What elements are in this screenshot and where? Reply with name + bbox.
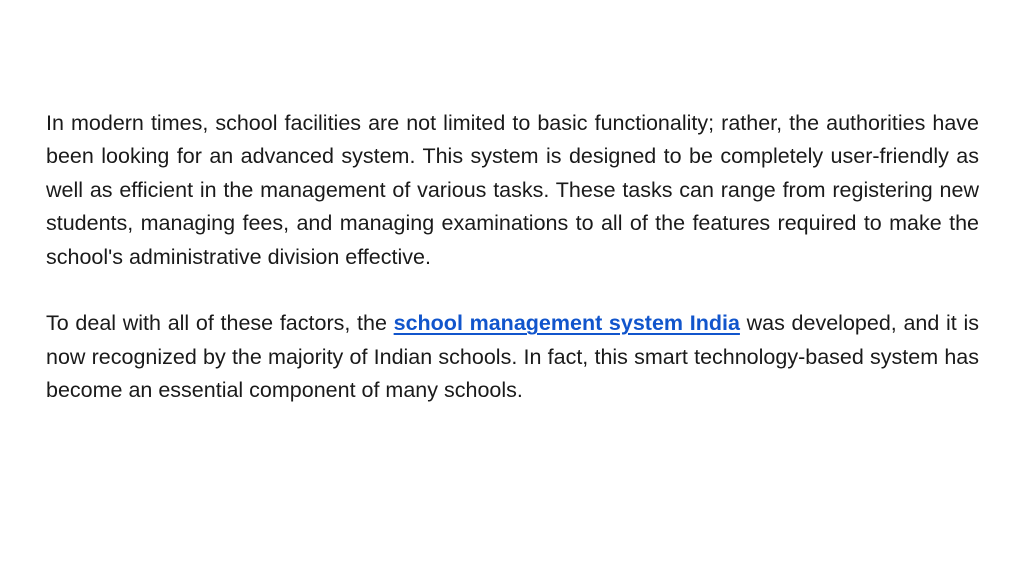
paragraph-text-after-link: was developed, and it is now recognized by the majority of Indian schools. In fact, this smart technology-based system has become an essential component of many schools. — [46, 311, 980, 403]
slide-content — [46, 107, 979, 408]
paragraph-text-before-link: To deal with all of these factors, the — [46, 311, 394, 336]
intro-paragraph: In modern times, school facilities are not limited to basic functionality; rather, the authorities have been looking for an advanced system. This system is designed to be completely user-friendly as well as efficient in the management of various tasks. These tasks can range from registering new students, managing fees, and managing examinations to all of the features required to make the school's administrative division effective. — [46, 111, 979, 269]
school-management-system-link[interactable]: school management system India — [393, 311, 740, 336]
system-paragraph — [46, 307, 979, 407]
